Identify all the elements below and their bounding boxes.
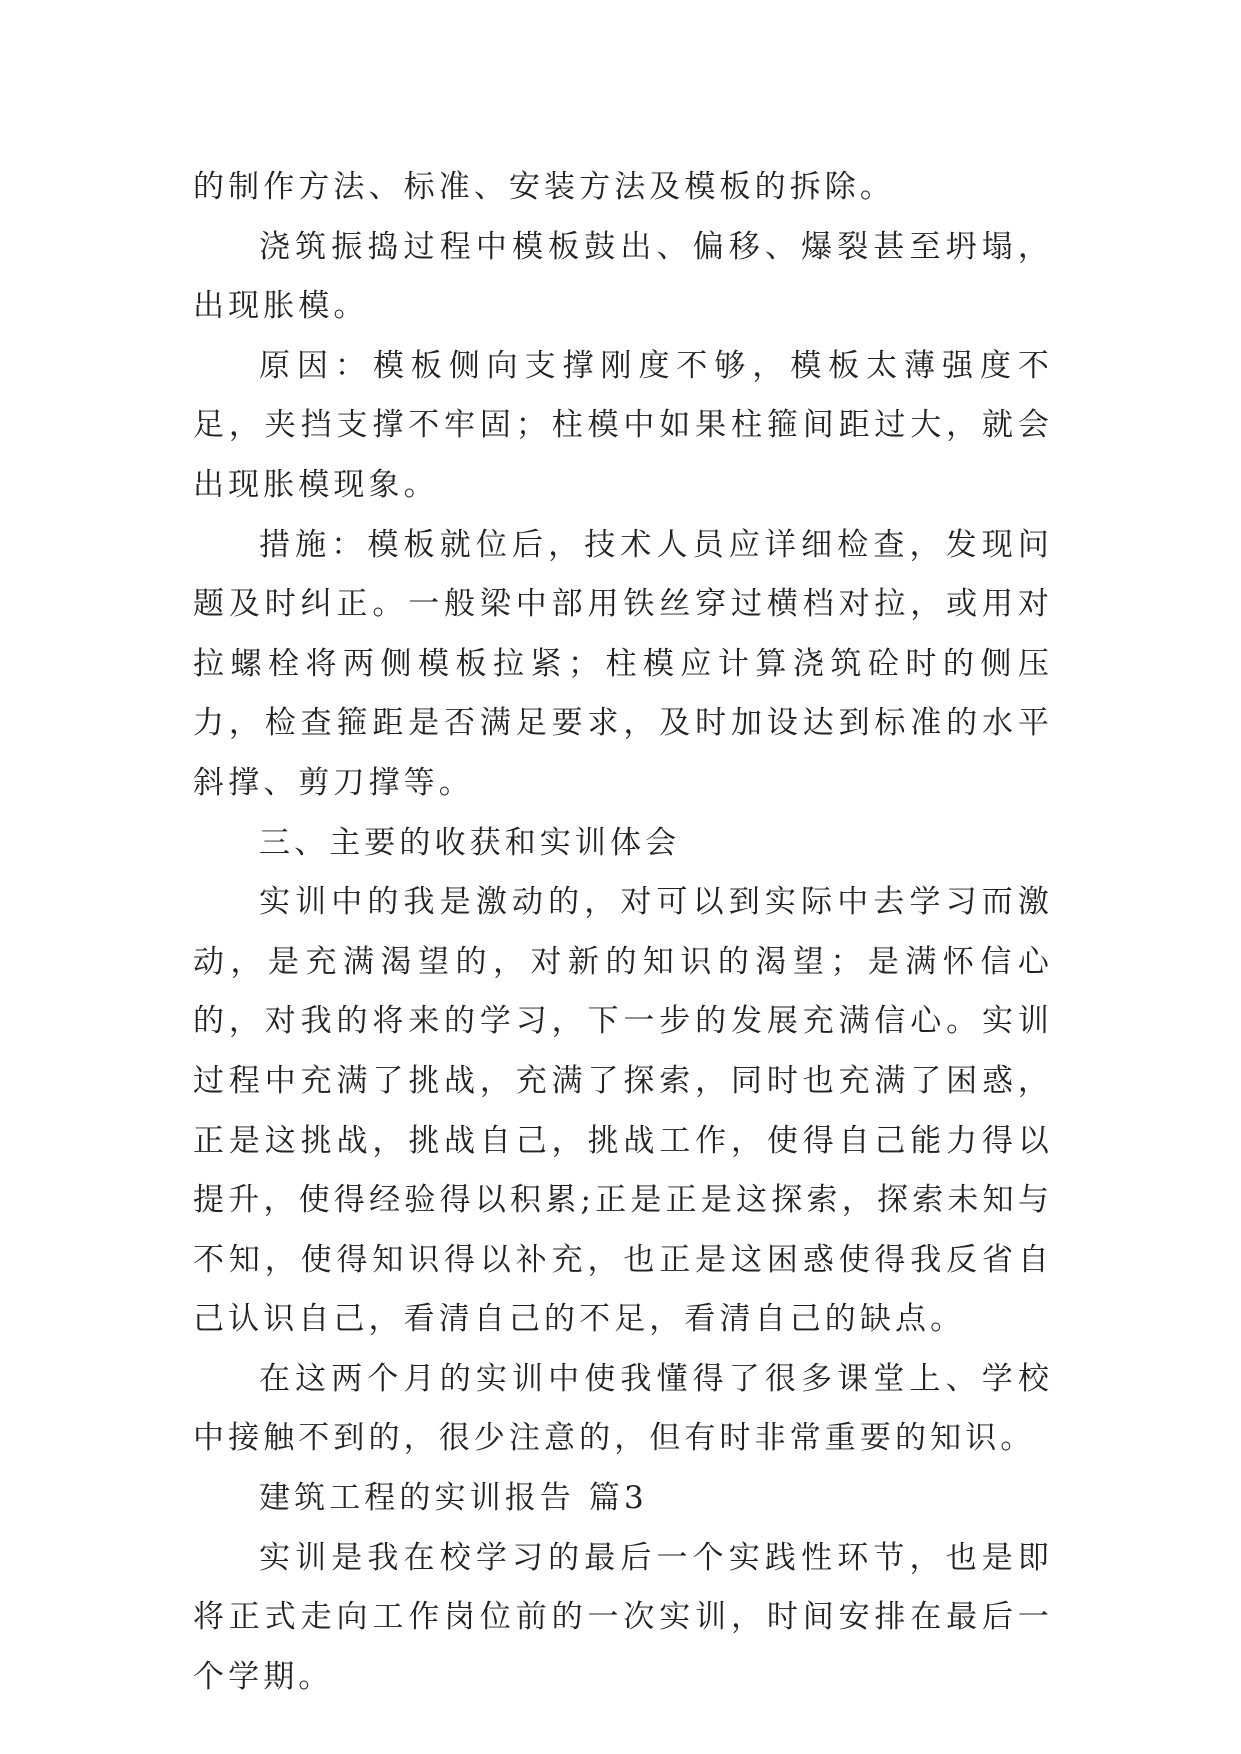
paragraph-knowledge: 在这两个月的实训中使我懂得了很多课堂上、学校中接触不到的，很少注意的，但有时非常重要的知识。 bbox=[193, 1360, 1053, 1457]
document-body bbox=[193, 158, 1053, 1707]
section-heading-gains: 三、主要的收获和实训体会 bbox=[259, 824, 681, 861]
paragraph-continued: 的制作方法、标准、安装方法及模板的拆除。 bbox=[193, 169, 895, 205]
paragraph-experience: 实训中的我是激动的，对可以到实际中去学习而激动，是充满渴望的，对新的知识的渴望；是满怀信心的，对我的将来的学习，下一步的发展充满信心。实训过程中充满了挑战，充满了探索，同时也充满了困惑，正是这挑战，挑战自己，挑战工作，使得自己能力得以提升，使得经验得以积累;正是正是这探索，探索未知与不知，使得知识得以补充，也正是这困惑使得我反省自己认识自己，看清自己的不足，看清自己的缺点。 bbox=[193, 884, 1053, 1338]
paragraph-problem: 浇筑振捣过程中模板鼓出、偏移、爆裂甚至坍塌，出现胀模。 bbox=[193, 228, 1053, 325]
paragraph-measures: 措施：模板就位后，技术人员应详细检查，发现问题及时纠正。一般梁中部用铁丝穿过横档对拉，或用对拉螺栓将两侧模板拉紧；柱模应计算浇筑砼时的侧压力，检查箍距是否满足要求，及时加设达到标准的水平斜撑、剪刀撑等。 bbox=[193, 526, 1053, 801]
paragraph-intro: 实训是我在校学习的最后一个实践性环节，也是即将正式走向工作岗位前的一次实训，时间安排在最后一个学期。 bbox=[193, 1539, 1053, 1695]
report-title: 建筑工程的实训报告 篇3 bbox=[259, 1480, 648, 1517]
paragraph-cause: 原因：模板侧向支撑刚度不够，模板太薄强度不足，夹挡支撑不牢固；柱模中如果柱箍间距过大，就会出现胀模现象。 bbox=[193, 347, 1053, 503]
